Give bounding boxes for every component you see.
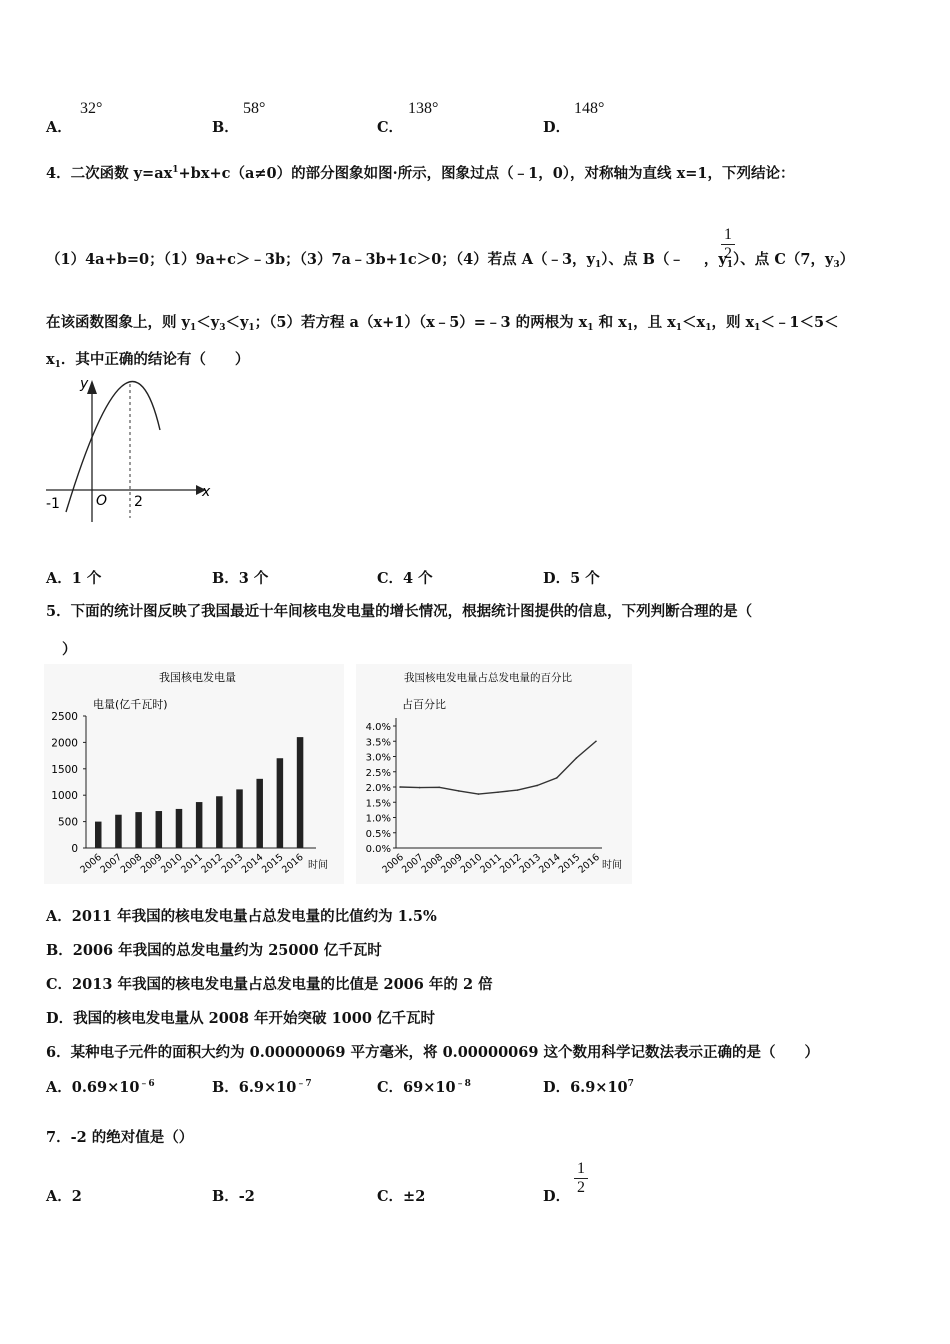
bar-chart-xtick-label: 2013 [219, 851, 246, 876]
line-chart-ytick-label: 0.0% [365, 844, 391, 855]
line-point-2013 [536, 785, 538, 787]
q6-stem: 6．某种电子元件的面积大约为 0.00000069 平方毫米，将 0.00000069 这个数用科学记数法表示正确的是（ ） [46, 1044, 819, 1061]
bar-chart-title: 我国核电发电量 [159, 671, 236, 684]
bar-chart-ytick-label: 1000 [51, 790, 78, 803]
q4-conclusions-line: （1）4a+b=0；（1）9a+c＞﹣3b；（3）7a﹣3b+1c＞0；（4）若点 A（﹣3，$y_1$）、点 B（﹣ ，$y_1$）、点 C（7，$y_3$） [46, 251, 855, 270]
y-axis-arrow [87, 380, 97, 394]
bar-chart-xtick-label: 2015 [259, 851, 286, 876]
q3-option-c[interactable]: C． [377, 119, 404, 136]
q7-option-d-fraction: $\frac{1}{2}$ [574, 1160, 588, 1197]
graph-y-label: y [80, 376, 89, 392]
bar-2013 [236, 789, 243, 848]
graph-neg-one-label: -1 [46, 496, 60, 512]
bar-chart-ylabel: 电量(亿千瓦时) [93, 698, 168, 711]
bar-2006 [95, 822, 102, 848]
line-chart-ylabel: 占百分比 [402, 698, 446, 711]
q3-option-a-value: 32° [80, 100, 103, 117]
bar-2016 [297, 737, 304, 848]
line-chart-xtick-label: 2008 [419, 851, 446, 876]
q3-option-d-value: 148° [574, 100, 605, 117]
bar-2010 [176, 809, 183, 848]
q4-line3: 在该函数图象上，则 $y_1<y_3<y_1$；（5）若方程 a（x+1）（x﹣5）=﹣3 的两根为 $x_1$ 和 $x_1$，且 $x_1<x_1$，则 $x_1<﹣1<5<$ [46, 314, 839, 333]
line-point-2012 [517, 789, 519, 791]
line-chart-xtick-label: 2009 [439, 851, 465, 876]
line-point-2006 [399, 786, 401, 788]
line-chart-ytick-label: 0.5% [365, 828, 391, 840]
line-point-2016 [595, 740, 597, 742]
line-chart-xtick-label: 2011 [478, 851, 504, 876]
line-point-2015 [576, 757, 578, 759]
line-chart-xtick-label: 2014 [537, 851, 563, 876]
q5-option-d[interactable]: D．我国的核电发电量从 2008 年开始突破 1000 亿千瓦时 [46, 1010, 435, 1027]
bar-chart-ytick-label: 1500 [51, 763, 78, 776]
q4-option-d[interactable]: D．5 个 [543, 570, 600, 587]
line-chart-title: 我国核电发电量占总发电量的百分比 [404, 672, 572, 684]
q3-option-d[interactable]: D． [543, 119, 571, 136]
q5-option-b[interactable]: B．2006 年我国的总发电量约为 25000 亿千瓦时 [46, 942, 382, 959]
line-chart-xtick-label: 2006 [380, 851, 406, 876]
q3-option-b-value: 58° [243, 100, 266, 117]
nuclear-power-bar-chart [44, 664, 344, 884]
graph-origin-label: O [96, 493, 108, 509]
bar-chart-xtick-label: 2006 [78, 851, 104, 876]
line-point-2010 [478, 793, 480, 795]
q5-stem: 5．下面的统计图反映了我国最近十年间核电发电量的增长情况，根据统计图提供的信息，下列判断合理的是（ [46, 603, 753, 620]
q5-stem-end: ） [62, 641, 77, 658]
bar-2014 [256, 779, 263, 848]
bar-2011 [196, 802, 203, 848]
line-chart-ytick-label: 3.0% [365, 752, 391, 764]
line-point-2014 [556, 777, 558, 779]
bar-chart-xtick-label: 2014 [239, 851, 266, 876]
q3-option-a[interactable]: A． [46, 119, 72, 136]
line-chart-ytick-label: 4.0% [365, 722, 391, 733]
q6-option-a[interactable]: A．$0.69\times 10^{﹣6}$ [46, 1079, 155, 1096]
bar-2008 [135, 812, 142, 848]
line-point-2011 [497, 791, 499, 793]
q5-option-a[interactable]: A．2011 年我国的核电发电量占总发电量的比值约为 1.5% [46, 908, 437, 925]
line-chart-xtick-label: 2015 [556, 851, 583, 876]
bar-2009 [156, 811, 163, 848]
line-point-2009 [458, 790, 460, 792]
line-chart-background [356, 664, 632, 884]
bar-chart-ytick-label: 500 [57, 816, 78, 829]
bar-chart-xtick-label: 2012 [199, 851, 226, 876]
line-chart-ytick-label: 3.5% [365, 737, 391, 749]
q6-option-c[interactable]: C．$69\times 10^{﹣8}$ [377, 1079, 471, 1096]
bar-chart-xtick-label: 2009 [138, 851, 165, 876]
q4-line4: $x_1$．其中正确的结论有（ ） [46, 351, 250, 370]
q7-option-d[interactable]: D． [543, 1188, 571, 1205]
bar-chart-xtick-label: 2008 [118, 851, 145, 876]
q4-option-b[interactable]: B．3 个 [212, 570, 269, 587]
graph-two-label: 2 [134, 494, 143, 510]
bar-chart-xtick-label: 2010 [159, 851, 185, 876]
line-chart-ytick-label: 1.0% [365, 813, 391, 825]
q6-option-d[interactable]: D．$6.9\times 10^7$ [543, 1079, 634, 1096]
bar-chart-ytick-label: 2000 [51, 737, 78, 750]
q3-option-c-value: 138° [408, 100, 439, 117]
q3-option-b[interactable]: B． [212, 119, 239, 136]
bar-chart-xtick-label: 2016 [280, 851, 306, 876]
line-chart-xtick-label: 2012 [497, 851, 524, 876]
bar-chart-ytick-label: 2500 [51, 711, 78, 723]
q7-option-a[interactable]: A．2 [46, 1188, 82, 1205]
q7-option-b[interactable]: B．-2 [212, 1188, 255, 1205]
bar-chart-xtick-label: 2007 [98, 851, 125, 876]
q7-option-c[interactable]: C．±2 [377, 1188, 426, 1205]
line-chart-xtick-label: 2007 [399, 851, 426, 876]
q4-fraction-half: $\frac{1}{2}$ [721, 226, 735, 263]
bar-2015 [277, 758, 284, 848]
line-point-2008 [438, 787, 440, 789]
bar-chart-xlabel: 时间 [308, 860, 328, 871]
graph-x-label: x [202, 484, 211, 500]
line-point-2007 [419, 787, 421, 789]
q4-option-c[interactable]: C．4 个 [377, 570, 433, 587]
line-chart-ytick-label: 2.5% [365, 767, 391, 779]
bar-chart-xtick-label: 2011 [179, 851, 205, 876]
bar-2012 [216, 796, 223, 848]
parabola-curve [66, 382, 160, 512]
line-chart-ytick-label: 1.5% [365, 798, 391, 810]
q4-parabola-graph [44, 372, 218, 532]
line-chart-xtick-label: 2010 [458, 851, 485, 876]
bar-chart-ytick-label: 0 [71, 843, 78, 855]
line-chart-xtick-label: 2016 [576, 851, 602, 876]
q5-option-c[interactable]: C．2013 年我国的核电发电量占总发电量的比值是 2006 年的 2 倍 [46, 976, 493, 993]
bar-2007 [115, 815, 122, 848]
q7-stem: 7．-2 的绝对值是（） [46, 1129, 194, 1146]
q4-option-a[interactable]: A．1 个 [46, 570, 102, 587]
q6-option-b[interactable]: B．$6.9\times 10^{﹣7}$ [212, 1079, 312, 1096]
q4-stem: 4．二次函数 $y=ax^1+bx+c(a\ne 0)$的部分图象如图·所示，图象过点（﹣1，0），对称轴为直线 x=1，下列结论： [46, 165, 795, 182]
line-chart-xlabel: 时间 [602, 860, 622, 871]
nuclear-power-percentage-line-chart [356, 664, 632, 884]
line-chart-ytick-label: 2.0% [365, 783, 391, 794]
line-chart-xtick-label: 2013 [517, 851, 544, 876]
